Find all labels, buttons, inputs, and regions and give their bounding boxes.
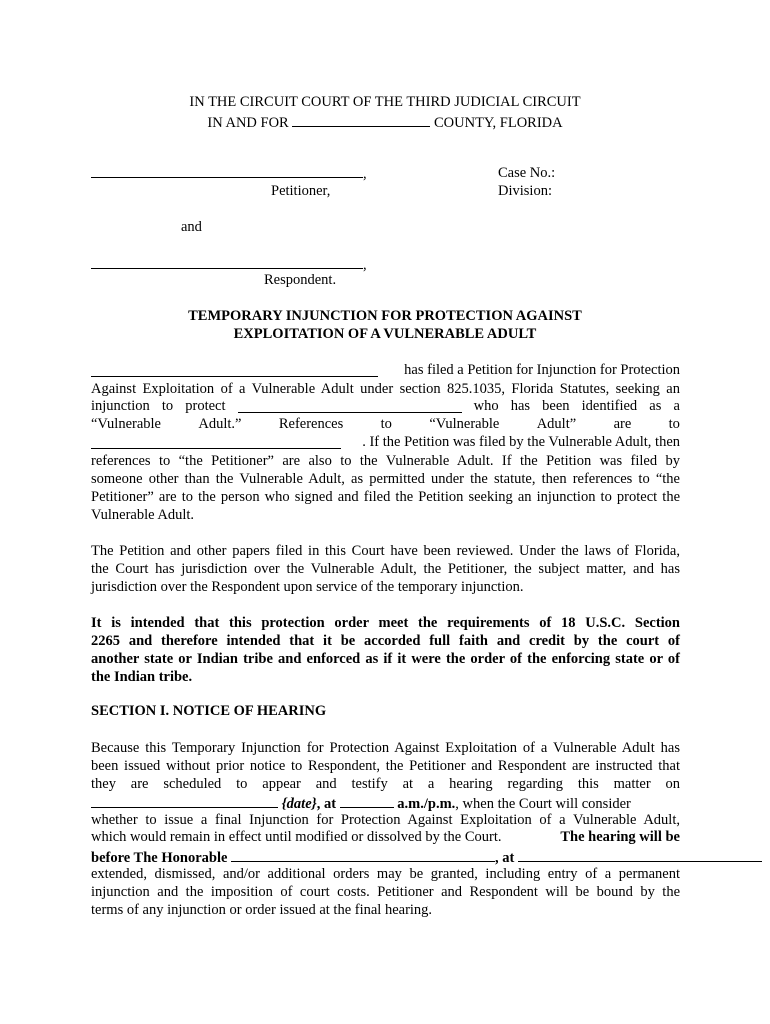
county-blank xyxy=(292,112,430,127)
county-prefix: IN AND FOR xyxy=(207,115,289,131)
respondent-name-line xyxy=(91,254,367,274)
intro-line-8: Petitioner” are to the person who signed and filed the Petition seeking an injunction to protect the xyxy=(91,489,680,505)
section-1-line-9: injunction and the imposition of court costs. Petitioner and Respondent will be bound by the xyxy=(91,884,680,900)
intro-line-9: Vulnerable Adult. xyxy=(91,507,195,523)
faith-line-3: another state or Indian tribe and enforced as if it were the order of the enforcing state or of xyxy=(91,651,680,667)
date-placeholder: {date} xyxy=(281,796,317,812)
section-1-line-5: whether to issue a final Injunction for Protection Against Exploitation of a Vulnerable Adult, xyxy=(91,812,680,828)
and-label: and xyxy=(181,219,202,235)
faith-line-2: 2265 and therefore intended that it be accorded full faith and credit by the court of xyxy=(91,633,680,649)
section-1-line-6: which would remain in effect until modified or dissolved by the Court. The hearing will be xyxy=(91,829,680,845)
ampm-label: a.m./p.m. xyxy=(397,796,456,812)
petitioner-blank xyxy=(91,163,363,178)
intro-line-3: injunction to protect who has been identified as a xyxy=(91,398,680,414)
petitioner-name-line xyxy=(91,163,367,183)
document-title-line-1: TEMPORARY INJUNCTION FOR PROTECTION AGAINST xyxy=(188,308,582,324)
hearing-date-blank xyxy=(91,793,278,808)
section-1-line-1: Because this Temporary Injunction for Protection Against Exploitation of a Vulnerable Adult has xyxy=(91,740,680,756)
petitioner-label: Petitioner, xyxy=(271,183,331,199)
hearing-time-blank xyxy=(340,793,394,808)
reviewed-line-3: jurisdiction over the Respondent upon service of the temporary injunction. xyxy=(91,579,524,595)
respondent-comma: , xyxy=(363,257,367,273)
reviewed-line-1: The Petition and other papers filed in this Court have been reviewed. Under the laws of Florida, xyxy=(91,543,680,559)
judge-name-blank xyxy=(231,847,495,862)
court-heading: IN THE CIRCUIT COURT OF THE THIRD JUDICIAL CIRCUIT xyxy=(189,94,581,110)
intro-line-6: references to “the Petitioner” are also to the Vulnerable Adult. If the Petition was filed by xyxy=(91,453,680,469)
section-1-heading: SECTION I. NOTICE OF HEARING xyxy=(91,703,327,719)
intro-line-2: Against Exploitation of a Vulnerable Adult under section 825.1035, Florida Statutes, seeking an xyxy=(91,381,680,397)
intro-line-7: someone other than the Vulnerable Adult, as permitted under the statute, then references to “the xyxy=(91,471,680,487)
respondent-blank xyxy=(91,254,363,269)
county-suffix: COUNTY, FLORIDA xyxy=(433,115,563,131)
intro-line-5: . If the Petition was filed by the Vulnerable Adult, then xyxy=(91,434,680,451)
section-1-line-10: terms of any injunction or order issued at the final hearing. xyxy=(91,902,433,918)
vulnerable-adult-name-blank xyxy=(238,398,462,413)
case-no-label: Case No.: xyxy=(498,165,556,181)
section-1-line-2: been issued without prior notice to Respondent, the Petitioner and Respondent are instructed that xyxy=(91,758,680,774)
faith-line-4: the Indian tribe. xyxy=(91,669,193,685)
faith-line-1: It is intended that this protection order meet the requirements of 18 U.S.C. Section xyxy=(91,615,680,631)
reviewed-line-2: the Court has jurisdiction over the Vulnerable Adult, the Petitioner, the subject matter, and has xyxy=(91,561,680,577)
document-title-line-2: EXPLOITATION OF A VULNERABLE ADULT xyxy=(233,326,537,342)
county-line xyxy=(0,112,770,132)
intro-line-1: has filed a Petition for Injunction for Protection xyxy=(91,362,680,379)
petitioner-name-blank xyxy=(91,362,378,377)
hearing-location-blank xyxy=(518,847,762,862)
section-1-line-3: they are scheduled to appear and testify at a hearing regarding this matter on xyxy=(91,776,680,792)
section-1-line-7: before The Honorable , at xyxy=(91,847,762,867)
section-1-line-8: extended, dismissed, and/or additional orders may be granted, including entry of a permanent xyxy=(91,866,680,882)
intro-line-4: “Vulnerable Adult.” References to “Vulnerable Adult” are to xyxy=(91,416,680,432)
respondent-label: Respondent. xyxy=(264,272,337,288)
vulnerable-adult-blank xyxy=(91,434,341,449)
petitioner-comma: , xyxy=(363,166,367,182)
section-1-line-4: {date}, at a.m./p.m., when the Court will consider xyxy=(91,793,631,813)
division-label: Division: xyxy=(498,183,552,199)
